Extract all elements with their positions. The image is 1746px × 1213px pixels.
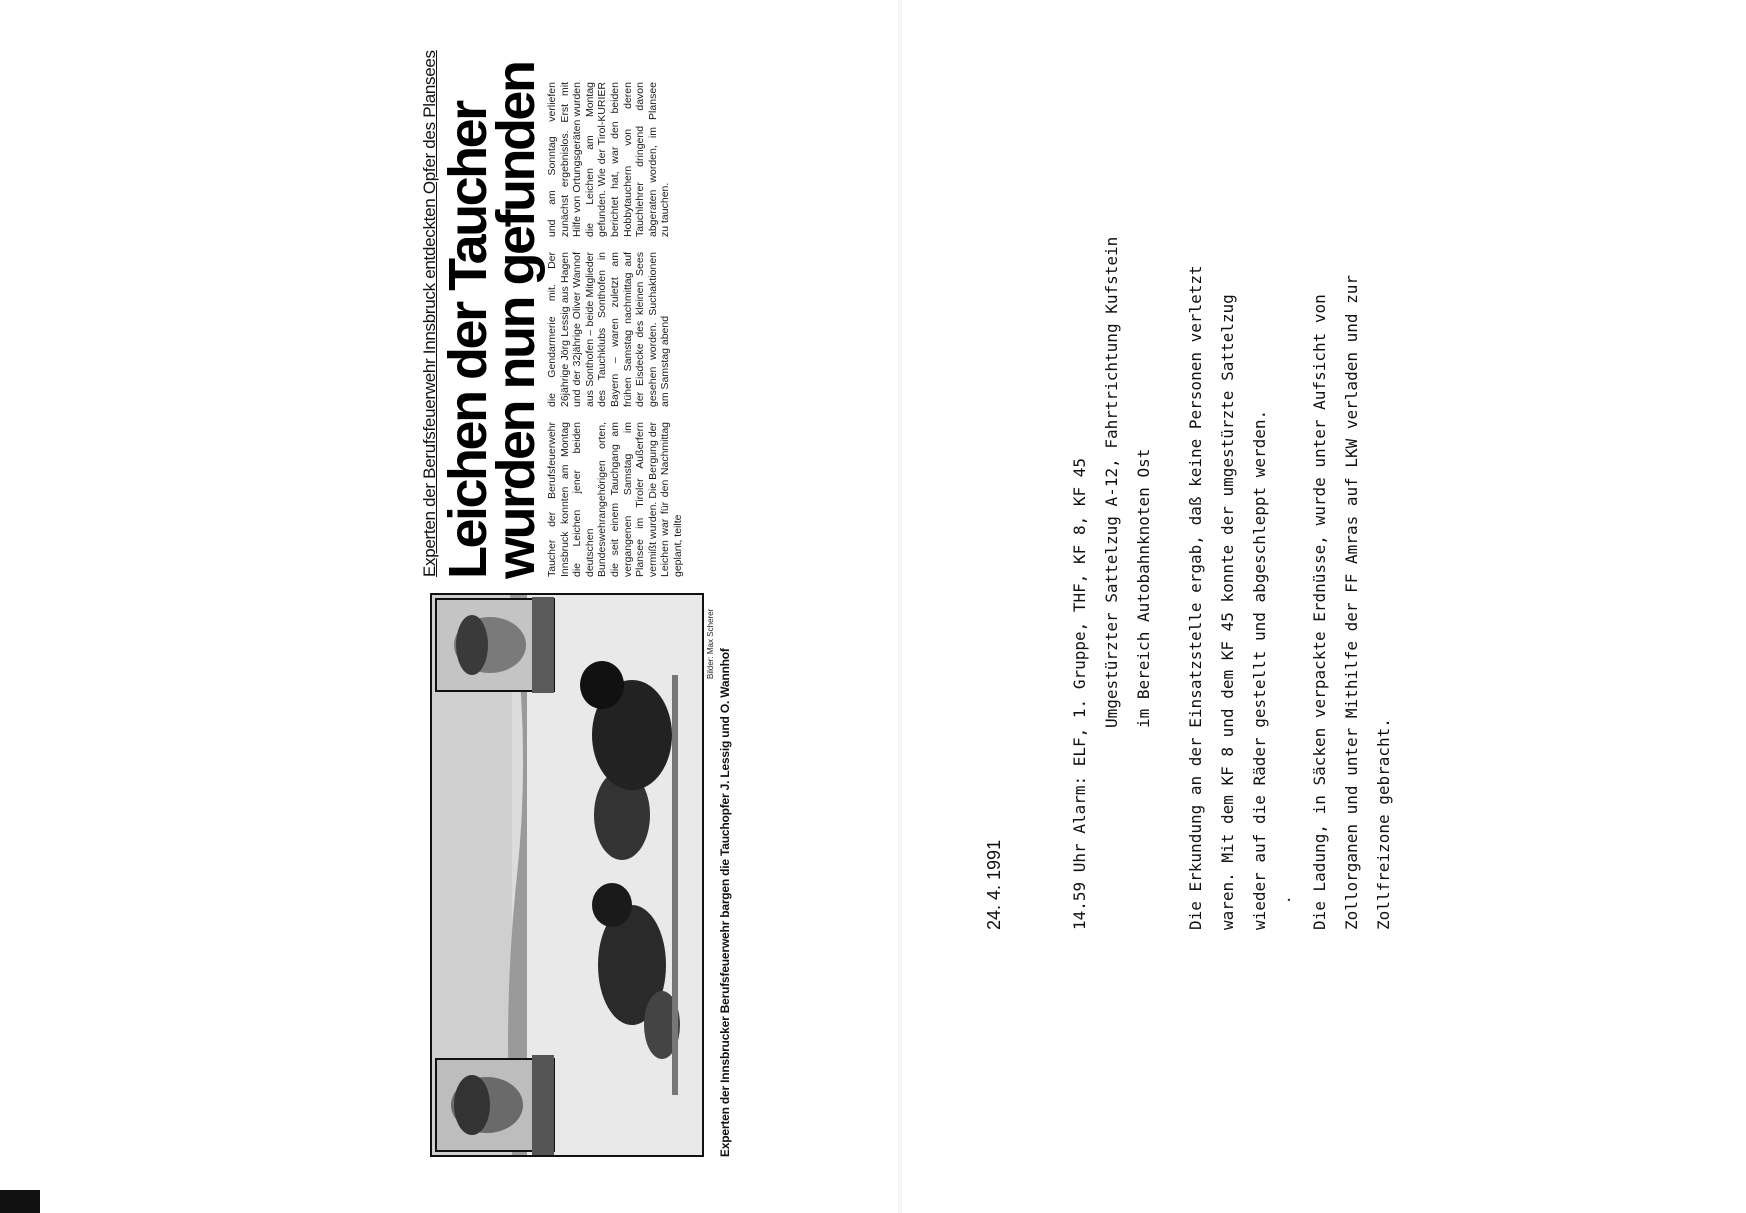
article-kicker: Experten der Berufsfeuerwehr Innsbruck entdeckten Opfer des Plansees bbox=[420, 50, 439, 577]
article-body bbox=[546, 77, 746, 577]
headline-line-2: wurden nun gefunden bbox=[486, 62, 546, 579]
alarm-detail-2: im Bereich Autobahnknoten Ost bbox=[1134, 448, 1153, 728]
article-column-2: die Gendarmerie mit. Der 26jährige Jörg Lessig aus Hagen und der 32jährige Oliver Wannof aus Sonthofen – beide Mitglieder des Tauchklubs Sonthofen in Bayern – waren zuletzt am frühen Samstag nachmittag auf der Eisdecke des kleinen Sees gesehen worden. Suchaktionen am Samstag abend bbox=[546, 252, 672, 407]
paragraph-2-line-3: Zollfreizone gebracht. bbox=[1374, 718, 1393, 930]
paragraph-1-line-3: wieder auf die Räder gestellt und abgeschleppt werden. bbox=[1250, 409, 1269, 930]
typed-report bbox=[978, 236, 1458, 950]
paragraph-2-line-1: Die Ladung, in Säcken verpackte Erdnüsse, wurde unter Aufsicht von bbox=[1310, 294, 1329, 930]
paragraph-1-line-1: Die Erkundung an der Einsatzstelle ergab, daß keine Personen verletzt bbox=[1186, 265, 1205, 930]
paragraph-2-line-2: Zollorganen und unter Mithilfe der FF Amras auf LKW verladen und zur bbox=[1342, 274, 1361, 930]
article-headline bbox=[438, 62, 546, 579]
page-gutter bbox=[898, 0, 902, 1213]
stray-dot: . bbox=[1278, 895, 1294, 904]
divers-photo-image bbox=[432, 595, 702, 1155]
alarm-detail-1: Umgestürzter Sattelzug A-12, Fahrtrichtung Kufstein bbox=[1102, 236, 1121, 728]
article-column-1: Taucher der Berufsfeuerwehr Innsbruck konnten am Montag die Leichen jener beiden deutschen Bundeswehrangehörigen orten, die seit einem Tauchgang am vergangenen Samstag im Plansee im Tiroler Außerfern vermißt wurden. Die Bergung der Leichen war für den Nachmittag geplant, teilte bbox=[546, 422, 684, 577]
news-photo bbox=[430, 593, 704, 1157]
alarm-line: 14.59 Uhr Alarm: ELF, 1. Gruppe, THF, KF 8, KF 45 bbox=[1070, 457, 1089, 930]
paragraph-1-line-2: waren. Mit dem KF 8 und dem KF 45 konnte der umgestürzte Sattelzug bbox=[1218, 294, 1237, 930]
photo-credit: Bilder: Max Scherer bbox=[706, 608, 715, 679]
scan-corner-mark bbox=[0, 1190, 40, 1213]
article-column-3: und am Sonntag verliefen zunächst ergebnislos. Erst mit Hilfe von Ortungsgeräten wurden die Leichen am Montag gefunden. Wie der Tirol-KURIER berichtet hat, war den beiden Hobbytauchern von deren Tauchlehrer dringend davon abgeraten worden, im Plansee zu tauchen. bbox=[546, 82, 672, 237]
headline-line-1: Leichen der Taucher bbox=[438, 102, 498, 579]
report-date: 24. 4. 1991 bbox=[984, 839, 1004, 930]
photo-caption: Experten der Innsbrucker Berufsfeuerwehr bargen die Tauchopfer J. Lessig und O. Wannhof bbox=[718, 648, 732, 1157]
newspaper-clipping bbox=[418, 50, 748, 1157]
